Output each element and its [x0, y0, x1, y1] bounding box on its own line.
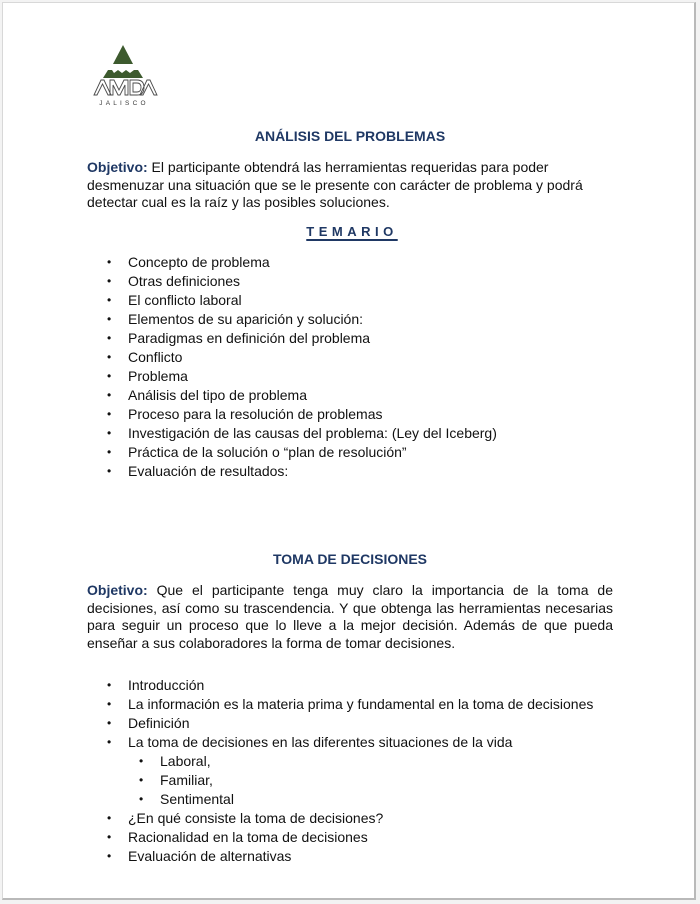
objective-paragraph-decisiones	[87, 582, 613, 652]
logo-subtitle: JALISCO	[99, 100, 149, 107]
objective-paragraph-analisis	[87, 159, 613, 212]
logo-wordmark-icon	[94, 80, 157, 95]
bullet-icon: •	[107, 716, 112, 730]
temario-heading	[0, 223, 700, 241]
bullet-icon: •	[107, 293, 112, 307]
amda-jalisco-logo	[88, 42, 160, 108]
bullet-icon: •	[107, 274, 112, 288]
logo-mountain-band-icon	[103, 70, 143, 78]
bullet-icon: •	[107, 445, 112, 459]
bullet-icon: •	[107, 369, 112, 383]
logo-peak-icon	[113, 45, 133, 64]
objective-text: Que el participante tenga muy claro la importancia de la toma de decisiones, así como su trascendencia. Y que obtenga las herramientas necesarias para seguir un proceso que lo lleve a la mejor decisión. Además de que pueda enseñar a sus colaboradores la forma de tomar decisiones.	[87, 582, 613, 651]
bullet-icon: •	[139, 773, 144, 787]
bullet-icon: •	[107, 388, 112, 402]
bullet-icon: •	[139, 754, 144, 768]
bullet-icon: •	[139, 792, 144, 806]
bullet-icon: •	[107, 407, 112, 421]
bullet-icon: •	[107, 849, 112, 863]
bullet-icon: •	[107, 697, 112, 711]
objective-label: Objetivo:	[87, 159, 148, 175]
bullet-icon: •	[107, 678, 112, 692]
bullet-icon: •	[107, 350, 112, 364]
section-title-analisis: ANÁLISIS DEL PROBLEMAS	[254, 128, 446, 144]
bullet-icon: •	[107, 735, 112, 749]
bullet-icon: •	[107, 464, 112, 478]
section-title-toma-decisiones: TOMA DE DECISIONES	[272, 551, 428, 567]
bullet-icon: •	[107, 331, 112, 345]
objective-text: El participante obtendrá las herramientas requeridas para poder desmenuzar una situación que se le presente con carácter de problema y podrá detectar cual es la raíz y las posibles soluciones.	[87, 159, 583, 210]
bullet-icon: •	[107, 312, 112, 326]
objective-label: Objetivo:	[87, 582, 148, 598]
bullet-icon: •	[107, 811, 112, 825]
bullet-icon: •	[107, 426, 112, 440]
bullet-icon: •	[107, 830, 112, 844]
bullet-icon: •	[107, 255, 112, 269]
temario-label: TEMARIO	[306, 224, 398, 239]
